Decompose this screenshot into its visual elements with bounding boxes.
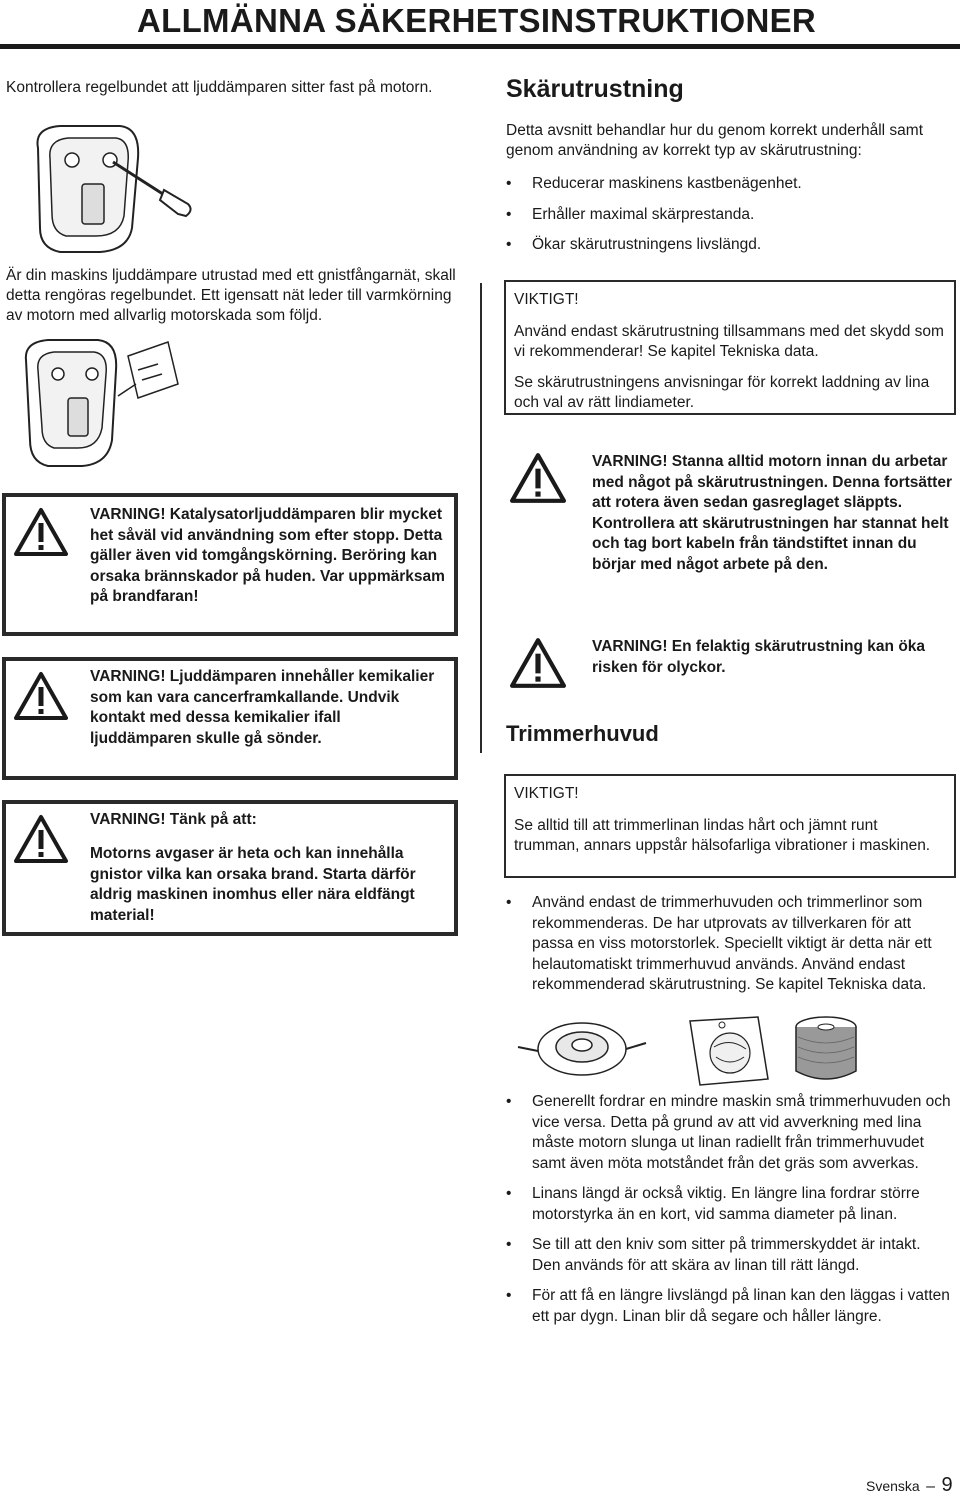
bullet: •	[506, 1185, 512, 1202]
bullet: •	[506, 175, 512, 192]
warning-box-catalytic	[2, 493, 458, 636]
list-item: • Erhåller maximal skärprestanda.	[506, 205, 946, 226]
bullet: •	[506, 205, 512, 223]
important-box-trimmer	[504, 774, 956, 878]
cutting-benefits-list	[506, 174, 946, 256]
list-item: • För att få en längre livslängd på linan kan den läggas i vatten ett par dygn. Linan blir då segare och håller längre.	[506, 1287, 950, 1325]
column-divider	[480, 283, 482, 753]
warning-text-stop-engine: VARNING! Stanna alltid motorn innan du arbetar med något på skärutrustningen. Denna fortsätter att rotera även sedan gasreglaget släppts. Kontrollera att skärutrustningen har stannat helt och tag bort kabeln från tändstiftet innan du börjar med något arbete på den.	[592, 453, 952, 573]
muffler-screwdriver-illustration	[20, 118, 200, 258]
important-text: Se alltid till att trimmerlinan lindas hårt och jämnt runt trumman, annars uppstår hälsofarliga vibrationer i maskinen.	[514, 817, 931, 854]
list-item: • Ökar skärutrustningens livslängd.	[506, 235, 946, 256]
trimmer-list-1	[506, 893, 952, 996]
cutting-equipment-intro: Detta avsnitt behandlar hur du genom korrekt underhåll samt genom användning av korrekt typ av skärutrustning:	[506, 122, 924, 159]
page-footer	[866, 1474, 953, 1497]
header-rule	[0, 44, 960, 49]
footer-dash: –	[926, 1478, 936, 1495]
warning-triangle-icon	[14, 814, 68, 864]
important-box	[504, 280, 956, 415]
warning-title: VARNING! Tänk på att:	[90, 811, 257, 828]
important-text-2: Se skärutrustningens anvisningar för korrekt laddning av lina och val av rätt lindiameter.	[514, 374, 930, 411]
important-label: VIKTIGT!	[514, 291, 579, 308]
trimmer-head-and-line-illustration	[514, 1007, 874, 1097]
section-heading-trimmer-head: Trimmerhuvud	[506, 721, 659, 746]
warning-text-faulty-equipment: VARNING! En felaktig skärutrustning kan öka risken för olyckor.	[592, 638, 926, 676]
bullet: •	[506, 894, 512, 911]
important-text-1: Använd endast skärutrustning tillsammans med det skydd som vi rekommenderar! Se kapitel Tekniska data.	[514, 323, 944, 360]
bullet: •	[506, 236, 512, 253]
warning-text: Motorns avgaser är heta och kan innehålla gnistor vilka kan orsaka brand. Starta därför aldrig maskinen inomhus eller nära eldfängt material!	[90, 845, 416, 924]
list-item: • Reducerar maskinens kastbenägenhet.	[506, 174, 946, 195]
warning-triangle-icon	[510, 452, 566, 504]
bullet: •	[506, 1093, 512, 1110]
warning-triangle-icon	[14, 671, 68, 721]
spark-arrestor-illustration	[18, 336, 188, 471]
spark-arrestor-paragraph: Är din maskins ljuddämpare utrustad med ett gnistfångarnät, skall detta rengöras regelbundet. Ett igensatt nät leder till varmkörning av motorn med allvarlig motorskada som följd.	[6, 267, 456, 324]
list-item: • Generellt fordrar en mindre maskin små trimmerhuvuden och vice versa. Detta på grund av att vid avverkning med lina måste motorn slunga ut linan radiellt från trimmerhuvudet samt även möta motståndet från det gräs som avverkas.	[506, 1093, 951, 1172]
list-item: • Se till att den kniv som sitter på trimmerskyddet är intakt. Den används för att skära av linan till rätt längd.	[506, 1236, 921, 1274]
warning-text: VARNING! Katalysatorljuddämparen blir mycket het såväl vid användning som efter stopp. Detta gäller även vid tomgångskörning. Beröring kan orsaka brännskador på huden. Var uppmärksam på brandfaran!	[90, 506, 445, 605]
warning-box-exhaust	[2, 800, 458, 936]
warning-text: VARNING! Ljuddämparen innehåller kemikalier som kan vara cancerframkallande. Undvik kontakt med dessa kemikalier ifall ljuddämparen skulle gå sönder.	[90, 668, 435, 747]
page-number: 9	[941, 1474, 953, 1496]
page-title: ALLMÄNNA SÄKERHETSINSTRUKTIONER	[137, 2, 817, 39]
section-heading-cutting-equipment: Skärutrustning	[506, 75, 684, 103]
list-item: • Linans längd är också viktig. En längre lina fordrar större motorstyrka än en kort, vid samma diameter på linan.	[506, 1185, 920, 1223]
muffler-check-paragraph: Kontrollera regelbundet att ljuddämparen sitter fast på motorn.	[6, 79, 433, 96]
warning-box-chemicals	[2, 657, 458, 780]
bullet: •	[506, 1287, 512, 1304]
warning-triangle-icon	[14, 507, 68, 557]
list-item: • Använd endast de trimmerhuvuden och trimmerlinor som rekommenderas. De har utprovats av tillverkaren för att passa en viss motorstorlek. Speciellt viktigt är detta när ett helautomatiskt trimmerhuvud används. Använd endast rekommenderad skärutrustning. Se kapitel Tekniska data.	[506, 894, 932, 993]
bullet: •	[506, 1236, 512, 1253]
footer-language: Svenska	[866, 1478, 920, 1494]
trimmer-list-2	[506, 1092, 952, 1327]
warning-triangle-icon	[510, 637, 566, 689]
important-label: VIKTIGT!	[514, 785, 579, 802]
